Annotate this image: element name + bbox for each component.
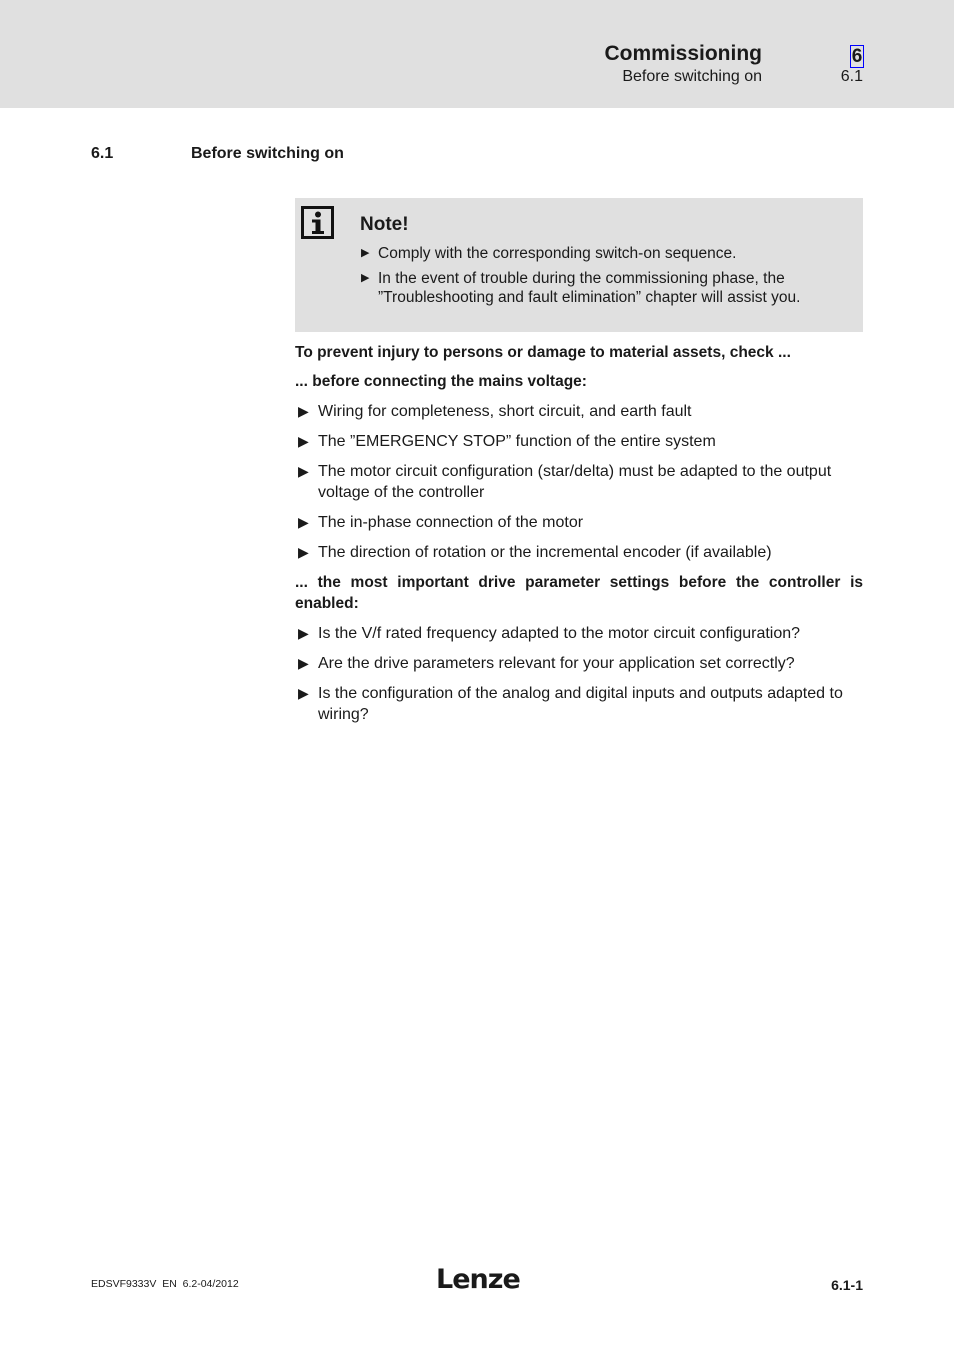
- header-section-number: 6.1: [840, 68, 863, 85]
- footer-doc-id: EDSVF9333V EN 6.2-04/2012: [91, 1278, 239, 1290]
- note-box: [295, 198, 863, 332]
- header-band: [0, 0, 954, 108]
- triangle-right-icon: ▶: [298, 655, 309, 671]
- list-item: ▶ The direction of rotation or the incremental encoder (if available): [298, 544, 772, 561]
- list-item: ▶ Is the V/f rated frequency adapted to the motor circuit configuration?: [298, 625, 801, 642]
- list-item: ▶ The motor circuit configuration (star/delta) must be adapted to the output voltage of the controller: [298, 463, 832, 501]
- note-list: [361, 244, 845, 313]
- section-title: Before switching on: [191, 145, 344, 162]
- body-content: [295, 342, 863, 734]
- before-mains-heading: ... before connecting the mains voltage:: [295, 373, 587, 390]
- header-subtitle: Before switching on: [622, 68, 762, 85]
- note-title: Note!: [360, 214, 409, 235]
- triangle-right-icon: ▶: [361, 271, 370, 284]
- triangle-right-icon: ▶: [298, 514, 309, 530]
- triangle-right-icon: ▶: [298, 463, 309, 479]
- list-item: ▶ Are the drive parameters relevant for your application set correctly?: [298, 655, 795, 672]
- header-title: Commissioning: [604, 42, 762, 65]
- note-item: ▶ Comply with the corresponding switch-on sequence.: [361, 245, 737, 262]
- triangle-right-icon: ▶: [361, 247, 370, 259]
- triangle-right-icon: ▶: [298, 685, 309, 701]
- params-list: [295, 623, 863, 725]
- list-item: ▶ Wiring for completeness, short circuit, and earth fault: [298, 403, 692, 420]
- triangle-right-icon: ▶: [298, 625, 309, 641]
- section-number: 6.1: [91, 145, 114, 162]
- page-number: 6.1-1: [831, 1277, 863, 1293]
- list-item: ▶ Is the configuration of the analog and digital inputs and outputs adapted to wiring?: [298, 685, 843, 723]
- before-mains-list: [295, 401, 863, 563]
- lenze-logo: Lenze: [436, 1264, 520, 1295]
- chapter-link[interactable]: 6: [851, 46, 863, 67]
- info-icon: [301, 206, 334, 239]
- note-item: ▶ In the event of trouble during the commissioning phase, the ”Troubleshooting and fault elimination” chapter will assist you.: [361, 269, 801, 306]
- triangle-right-icon: ▶: [298, 433, 309, 449]
- list-item: ▶ The ”EMERGENCY STOP” function of the entire system: [298, 433, 716, 450]
- intro-text: To prevent injury to persons or damage to material assets, check ...: [295, 344, 791, 361]
- params-heading: ... the most important drive parameter settings before the controller is enabled:: [295, 574, 863, 612]
- triangle-right-icon: ▶: [298, 544, 309, 560]
- list-item: ▶ The in-phase connection of the motor: [298, 514, 584, 531]
- triangle-right-icon: ▶: [298, 403, 309, 419]
